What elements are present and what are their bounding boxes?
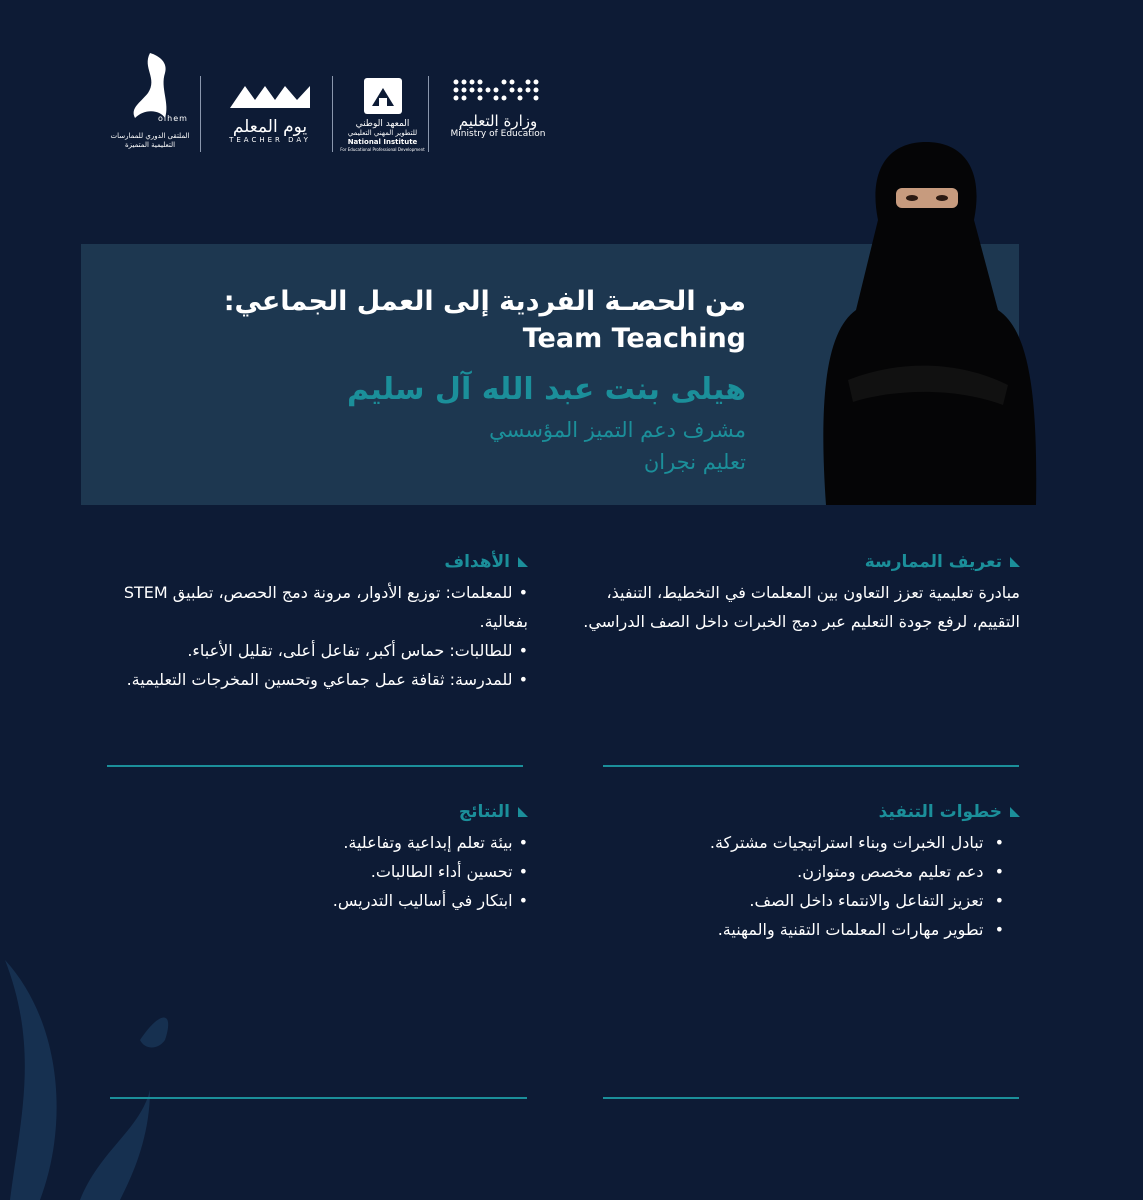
list-item: • تبادل الخبرات وبناء استراتيجيات مشتركة. [709,833,1004,852]
goals-list [110,578,528,694]
institute-en1: National Institute [347,138,418,146]
goal-text: للمعلمات: توزيع الأدوار، مرونة دمج الحصص، تطبيق STEM بفعالية. [123,583,528,631]
teacher-day-logo [215,48,325,158]
steps-list [600,828,1020,944]
goal-text: للمدرسة: ثقافة عمل جماعي وتحسين المخرجات التعليمية. [126,670,513,689]
step-text: تعزيز التفاعل والانتماء داخل الصف. [749,891,984,910]
result-text: تحسين أداء الطالبات. [370,862,513,881]
presenter-role [146,414,746,478]
heading-marker-icon [1010,557,1020,567]
institute-ar1: المعهد الوطني [355,119,410,129]
results-list [110,828,528,915]
section-divider [603,765,1019,767]
step-text: تبادل الخبرات وبناء استراتيجيات مشتركة. [709,833,984,852]
national-institute-logo [340,48,425,158]
steps-heading [600,802,1020,822]
definition-text: مبادرة تعليمية تعزز التعاون بين المعلمات في التخطيط، التنفيذ، التقييم، لرفع جودة التعليم عبر دمج الخبرات داخل الصف الدراسي. [583,583,1020,631]
presenter-region: تعليم نجران [643,450,746,474]
section-divider [107,765,523,767]
list-item: •ابتكار في أساليب التدريس. [332,891,528,910]
teacher-day-ar: يوم المعلم [232,117,308,137]
hero-subtitle: Team Teaching [522,323,746,354]
ministry-ar: وزارة التعليم [458,112,538,130]
institute-emblem-icon [362,76,404,116]
olhem-line1: الملتقى الدوري للممارسات [110,132,190,140]
logo-divider [428,76,429,152]
result-text: ابتكار في أساليب التدريس. [332,891,513,910]
list-item: •تحسين أداء الطالبات. [370,862,528,881]
steps-section [600,802,1020,944]
ministry-logo [438,48,558,158]
presenter-title: مشرف دعم التميز المؤسسي [489,418,746,442]
institute-ar2: للتطوير المهني التعليمي [347,129,418,137]
definition-section [570,552,1020,636]
ministry-dots-icon [450,76,546,108]
goals-title: الأهداف [444,552,510,572]
goals-heading [110,552,528,572]
background-calligraphy-decoration [0,900,200,1200]
logo-divider [332,76,333,152]
olhem-logo [110,48,190,158]
list-item: •بيئة تعلم إبداعية وتفاعلية. [343,833,528,852]
teacher-day-en: TEACHER DAY [229,136,311,144]
institute-en2: For Educational Professional Development [340,147,425,152]
definition-heading [570,552,1020,572]
results-title: النتائج [458,802,510,822]
results-section [110,802,528,915]
heading-marker-icon [1010,807,1020,817]
result-text: بيئة تعلم إبداعية وتفاعلية. [343,833,513,852]
goal-text: للطالبات: حماس أكبر، تفاعل أعلى، تقليل الأعباء. [187,641,513,660]
section-divider [110,1097,527,1099]
olhem-name: olhem [158,114,188,123]
list-item: • تعزيز التفاعل والانتماء داخل الصف. [749,891,1004,910]
step-text: دعم تعليم مخصص ومتوازن. [797,862,984,881]
section-divider [603,1097,1019,1099]
steps-title: خطوات التنفيذ [878,802,1002,822]
olhem-line2: التعليمية المتميزة [124,141,176,149]
heading-marker-icon [518,557,528,567]
list-item: •للمدرسة: ثقافة عمل جماعي وتحسين المخرجات التعليمية. [126,670,528,689]
teacher-day-mark-icon [225,78,315,114]
list-item: •للمعلمات: توزيع الأدوار، مرونة دمج الحصص، تطبيق STEM بفعالية. [123,583,528,631]
list-item: • دعم تعليم مخصص ومتوازن. [797,862,1004,881]
logo-divider [200,76,201,152]
heading-marker-icon [518,807,528,817]
results-heading [110,802,528,822]
list-item: •للطالبات: حماس أكبر، تفاعل أعلى، تقليل الأعباء. [187,641,528,660]
list-item: • تطوير مهارات المعلمات التقنية والمهنية. [717,920,1004,939]
ministry-en: Ministry of Education [450,129,546,139]
logos-row [110,48,555,158]
presenter-photo [808,130,1043,505]
goals-section [110,552,528,694]
presenter-name: هيلى بنت عبد الله آل سليم [346,372,746,407]
hero-title: من الحصـة الفردية إلى العمل الجماعي: [223,286,746,317]
step-text: تطوير مهارات المعلمات التقنية والمهنية. [717,920,984,939]
definition-title: تعريف الممارسة [864,552,1002,572]
